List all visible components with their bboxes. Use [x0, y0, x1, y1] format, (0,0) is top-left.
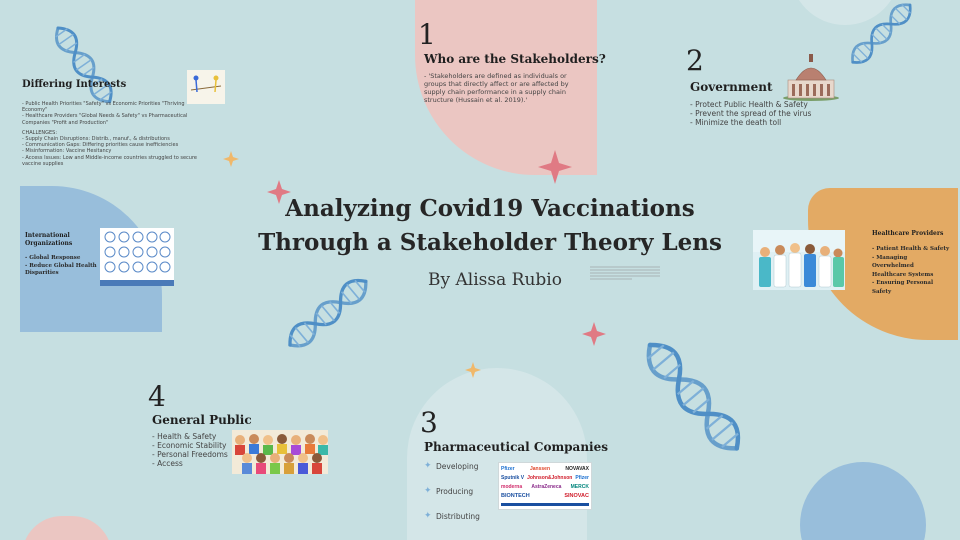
list-item: - Protect Public Health & Safety	[690, 100, 808, 109]
dna-icon	[283, 273, 372, 352]
international-organizations-logos-image	[100, 228, 174, 286]
sparkle-icon	[465, 362, 481, 378]
list-item: - Health & Safety	[152, 432, 217, 441]
healthcare-workers-image	[753, 230, 845, 290]
stakeholders-heading: Who are the Stakeholders?	[424, 52, 606, 66]
section-number-1: 1	[418, 18, 436, 51]
list-item: - Minimize the death toll	[690, 118, 782, 127]
interests-body: - Public Health Priorities "Safety" vs Economic Priorities "Thriving Economy" - Healthcare Providers "Global Needs & Safety" vs Pharmaceutical Companies "Profit and Production" CHALLENGES: - Supply Chain Disruptions: Distrib., manuf., & distributions - Communication Gaps: Differing priorities cause inefficiencies - Misinformation: Vaccine Hesitancy - Access Issues: Low and Middle-income countries struggled to secure vaccine supplies	[22, 101, 197, 167]
dna-icon	[847, 0, 916, 68]
pharma-heading: Pharmaceutical Companies	[424, 440, 608, 454]
list-item: - Prevent the spread of the virus	[690, 109, 812, 118]
sparkle-bullet-icon: ✦	[424, 461, 432, 471]
sparkle-bullet-icon: ✦	[424, 486, 432, 496]
intl-heading: International Organizations	[25, 232, 73, 247]
list-item: - Access	[152, 459, 183, 468]
pharma-list	[424, 460, 480, 522]
government-list	[690, 100, 811, 127]
sparkle-icon	[582, 322, 606, 346]
sparkle-bullet-icon: ✦	[424, 511, 432, 521]
list-item: ✦ Developing	[424, 461, 479, 471]
crowd-image	[232, 430, 328, 474]
title-line-2: Through a Stakeholder Theory Lens	[258, 229, 722, 256]
public-heading: General Public	[152, 413, 252, 427]
public-list	[152, 432, 228, 468]
title-line-1: Analyzing Covid19 Vaccinations	[285, 195, 695, 222]
list-item: - Economic Stability	[152, 441, 227, 450]
list-item: - Personal Freedoms	[152, 450, 228, 459]
section-number-3: 3	[420, 406, 438, 439]
providers-body: - Patient Health & Safety - Managing Overwhelmed Healthcare Systems - Ensuring Personal Safety	[872, 246, 950, 295]
list-item: ✦ Producing	[424, 486, 474, 496]
sparkle-icon	[223, 151, 239, 167]
section-number-2: 2	[686, 44, 704, 77]
vaccine-logos-image: Pfizer Janssen NOVAVAX Sputnik V Johnson&Johnson Pfizer moderna AstraZeneca MERCK BIONTECH SINOVAC	[498, 462, 592, 510]
intl-body: - Global Response - Reduce Global Health Disparities	[25, 255, 97, 276]
author: By Alissa Rubio	[428, 270, 562, 290]
title-block	[240, 192, 740, 260]
interests-heading: Differing Interests	[22, 79, 127, 90]
dna-icon	[639, 336, 747, 457]
fine-print	[590, 265, 660, 281]
section-number-4: 4	[148, 380, 166, 413]
list-item: ✦ Distributing	[424, 511, 480, 521]
sparkle-icon	[538, 150, 572, 184]
capitol-building-icon	[782, 54, 840, 102]
government-heading: Government	[690, 80, 773, 94]
stakeholders-body: - 'Stakeholders are defined as individuals or groups that directly affect or are affected by supply chain performance in a supply chain structure (Hussain et al. 2019).'	[424, 72, 569, 104]
dna-icon	[50, 23, 117, 107]
providers-heading: Healthcare Providers	[872, 230, 944, 237]
tug-of-war-image	[187, 70, 225, 104]
